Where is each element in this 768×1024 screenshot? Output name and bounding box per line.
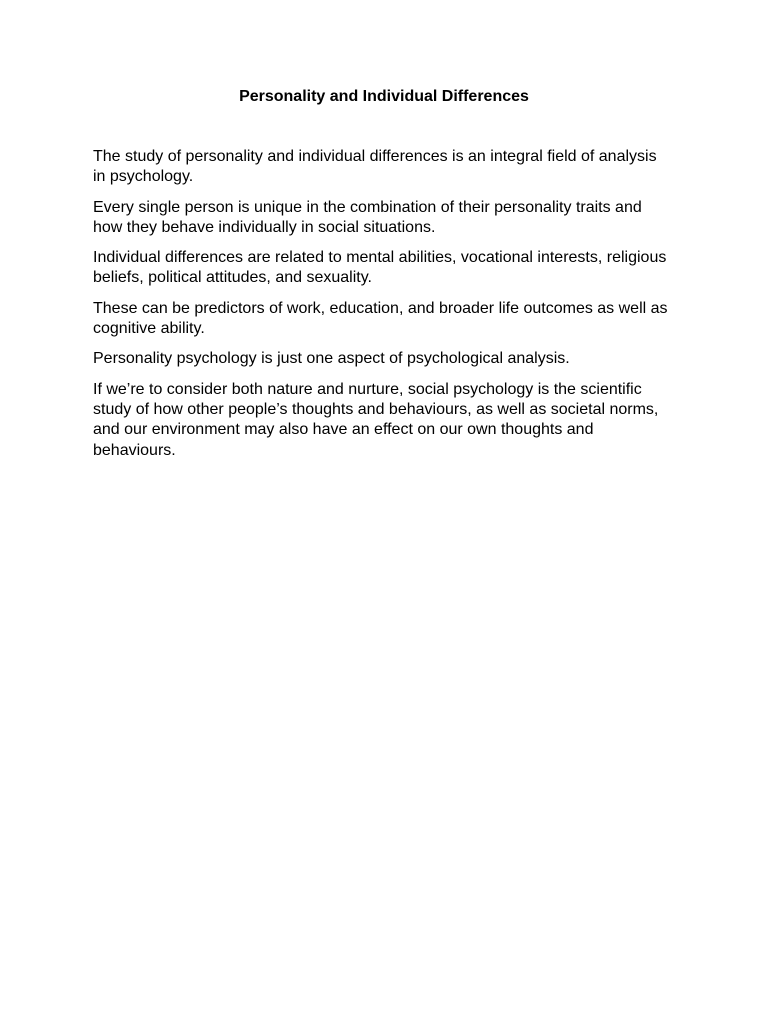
paragraph: These can be predictors of work, education, and broader life outcomes as well as cognitive ability. xyxy=(93,299,668,338)
document-body xyxy=(93,147,673,471)
paragraph: If we’re to consider both nature and nurture, social psychology is the scientific study of how other people’s thoughts and behaviours, as well as societal norms, and our environment may also have an effect on our own thoughts and behaviours. xyxy=(93,380,659,459)
paragraph: The study of personality and individual differences is an integral field of analysis in psychology. xyxy=(93,148,657,186)
paragraph: Every single person is unique in the combination of their personality traits and how they behave individually in social situations. xyxy=(93,198,642,236)
paragraph: Personality psychology is just one aspect of psychological analysis. xyxy=(93,350,570,368)
document-title: Personality and Individual Differences xyxy=(239,88,529,105)
paragraph: Individual differences are related to mental abilities, vocational interests, religious beliefs, political attitudes, and sexuality. xyxy=(93,249,667,287)
